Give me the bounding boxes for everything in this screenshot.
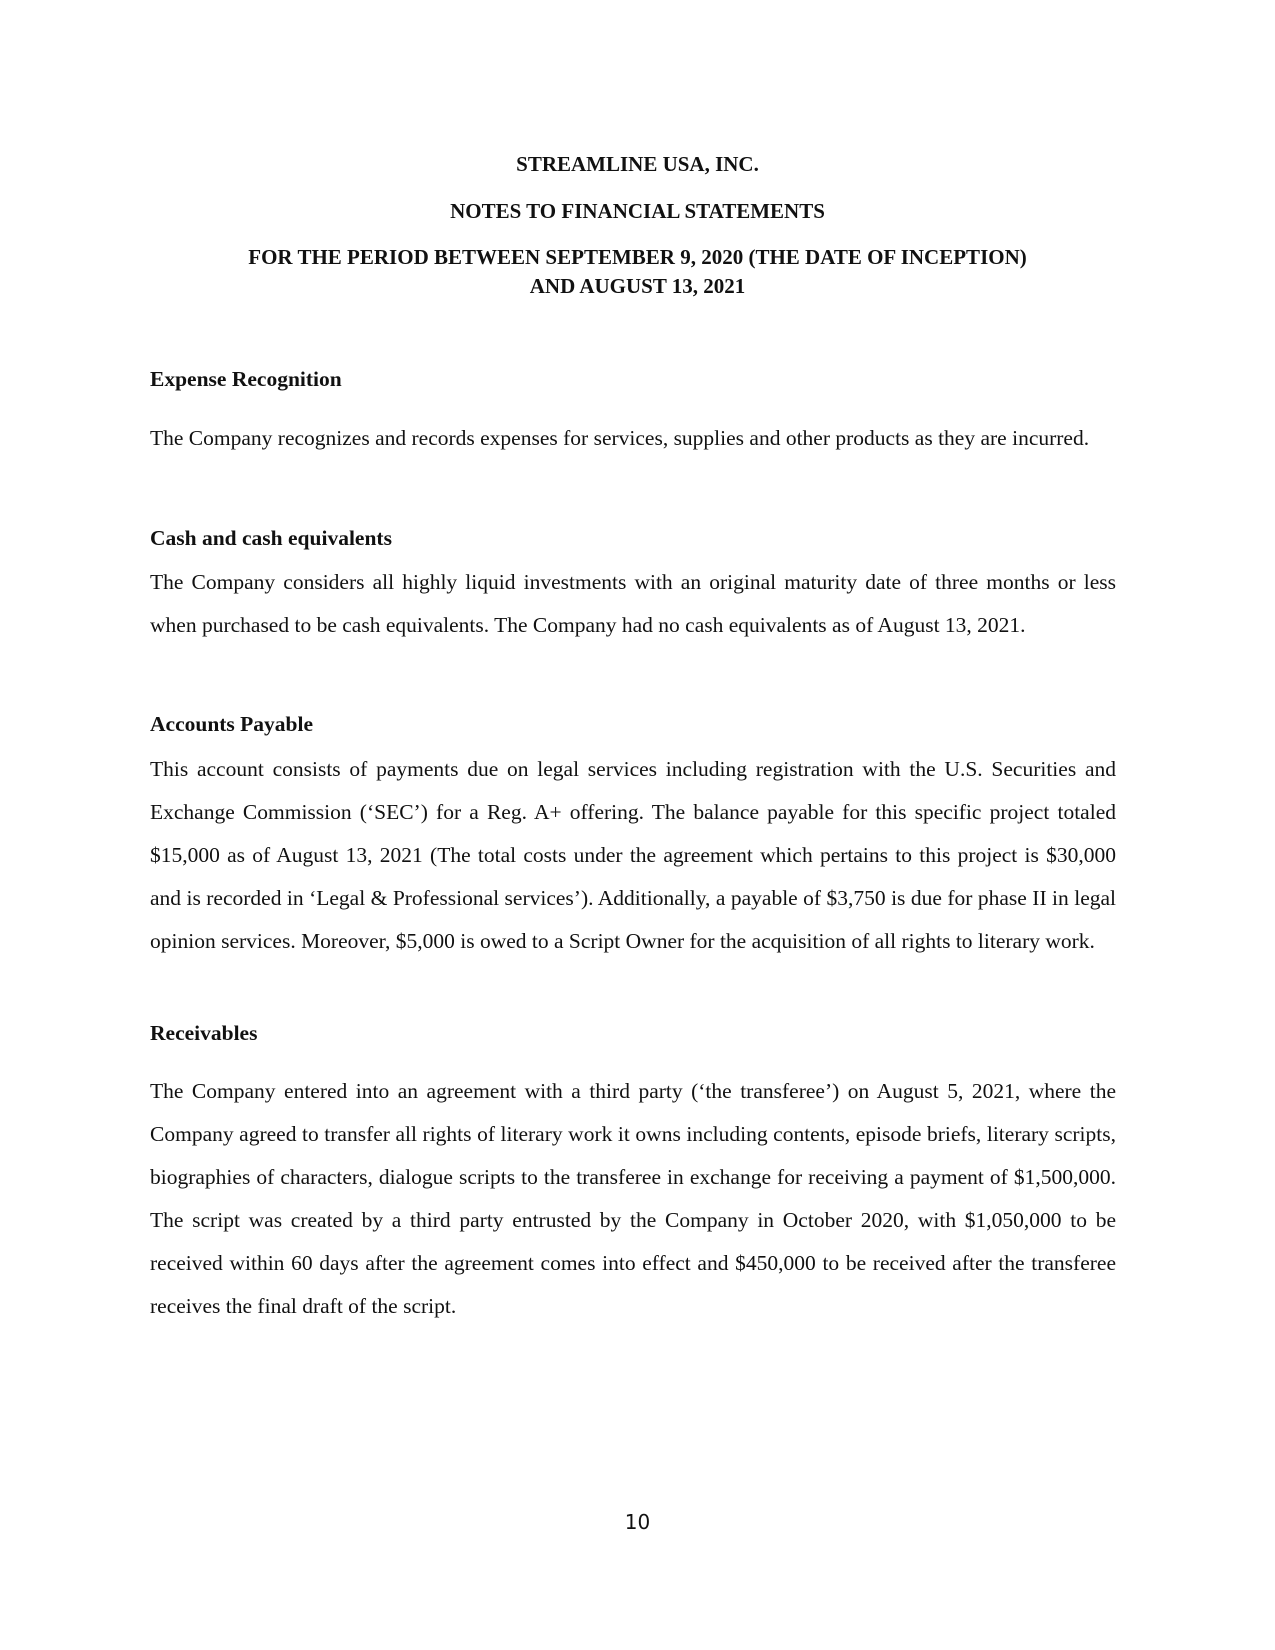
period-line-1: FOR THE PERIOD BETWEEN SEPTEMBER 9, 2020 (THE DATE OF INCEPTION) <box>248 245 1027 269</box>
company-name: STREAMLINE USA, INC. <box>516 152 759 176</box>
receivables-heading: Receivables <box>150 1021 258 1045</box>
document-title: NOTES TO FINANCIAL STATEMENTS <box>450 199 825 223</box>
expense-recognition-heading: Expense Recognition <box>150 367 342 391</box>
receivables-paragraph: The Company entered into an agreement with a third party (‘the transferee’) on August 5, 2021, where the Company agreed to transfer all rights of literary work it owns including contents, episode briefs, literary scripts, biographies of characters, dialogue scripts to the transferee in exchange for receiving a payment of $1,500,000. The script was created by a third party entrusted by the Company in October 2020, with $1,050,000 to be received within 60 days after the agreement comes into effect and $450,000 to be received after the transferee receives the final draft of the script. <box>150 1079 1116 1318</box>
period-line-2: AND AUGUST 13, 2021 <box>529 274 746 298</box>
expense-recognition-paragraph: The Company recognizes and records expenses for services, supplies and other products as they are incurred. <box>150 426 1090 450</box>
page-number: 10 <box>624 1510 651 1534</box>
accounts-payable-paragraph: This account consists of payments due on legal services including registration with the U.S. Securities and Exchange Commission (‘SEC’) for a Reg. A+ offering. The balance payable for this specific project totaled $15,000 as of August 13, 2021 (The total costs under the agreement which pertains to this project is $30,000 and is recorded in ‘Legal & Professional services’). Additionally, a payable of $3,750 is due for phase II in legal opinion services. Moreover, $5,000 is owed to a Script Owner for the acquisition of all rights to literary work. <box>150 757 1116 953</box>
cash-equivalents-heading: Cash and cash equivalents <box>150 526 392 550</box>
period-heading <box>0 243 1275 301</box>
cash-equivalents-paragraph: The Company considers all highly liquid investments with an original maturity date of three months or less when purchased to be cash equivalents. The Company had no cash equivalents as of August 13, 2021. <box>150 570 1116 637</box>
accounts-payable-heading: Accounts Payable <box>150 712 314 736</box>
